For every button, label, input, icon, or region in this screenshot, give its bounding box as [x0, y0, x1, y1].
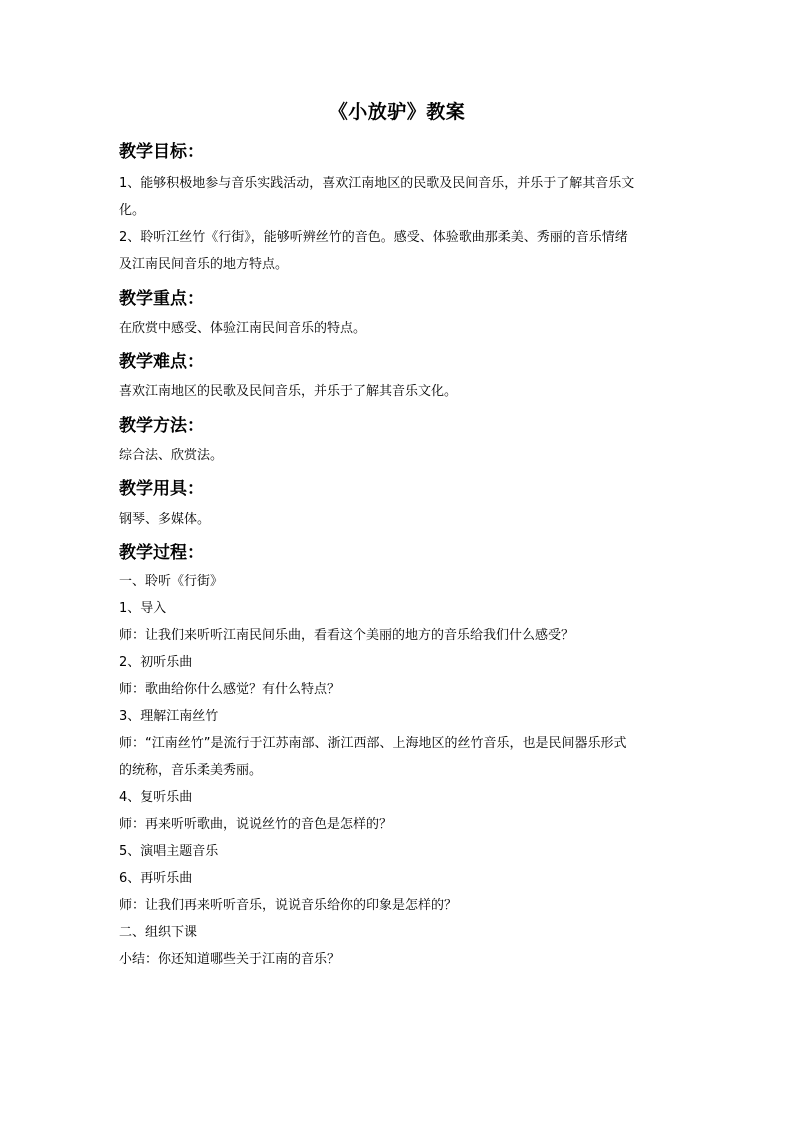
- process-line: 3、理解江南丝竹: [119, 709, 219, 724]
- process-line: 一、聆听《行街》: [119, 574, 224, 589]
- difficulties-line: 喜欢江南地区的民歌及民间音乐，并乐于了解其音乐文化。: [119, 384, 458, 399]
- heading-difficulties: 教学难点：: [119, 352, 204, 372]
- key-points-line: 在欣赏中感受、体验江南民间音乐的特点。: [119, 321, 367, 336]
- objectives-line: 化。: [119, 203, 146, 218]
- process-line: 4、复听乐曲: [119, 790, 193, 805]
- methods-text: [119, 442, 679, 469]
- objectives-line: 1、能够积极地参与音乐实践活动，喜欢江南地区的民歌及民间音乐，并乐于了解其音乐文: [119, 176, 635, 191]
- process-line: 师：“江南丝竹”是流行于江苏南部、浙江西部、上海地区的丝竹音乐，也是民间器乐形式: [119, 736, 627, 751]
- process-line: 师：让我们再来听听音乐，说说音乐给你的印象是怎样的？: [119, 898, 458, 913]
- difficulties-text: [119, 378, 679, 405]
- objectives-line: 2、聆听江丝竹《行街》，能够听辨丝竹的音色。感受、体验歌曲那柔美、秀丽的音乐情绪: [119, 230, 628, 245]
- process-line: 师：歌曲给你什么感觉？有什么特点？: [119, 682, 341, 697]
- heading-objectives: 教学目标：: [119, 142, 204, 162]
- process-line: 师：再来听听歌曲，说说丝竹的音色是怎样的？: [119, 817, 393, 832]
- methods-line: 综合法、欣赏法。: [119, 448, 224, 463]
- document-title: 《小放驴》教案: [328, 101, 466, 123]
- heading-methods: 教学方法：: [119, 416, 204, 436]
- heading-tools: 教学用具：: [119, 479, 204, 499]
- objectives-line: 及江南民间音乐的地方特点。: [119, 257, 289, 272]
- process-line: 5、演唱主题音乐: [119, 844, 219, 859]
- heading-process: 教学过程：: [119, 543, 204, 563]
- process-line: 6、再听乐曲: [119, 871, 193, 886]
- objectives-text: [119, 170, 679, 278]
- tools-text: [119, 506, 679, 533]
- tools-line: 钢琴、多媒体。: [119, 512, 211, 527]
- process-line: 二、组织下课: [119, 925, 198, 940]
- process-line: 2、初听乐曲: [119, 655, 193, 670]
- heading-key-points: 教学重点：: [119, 289, 204, 309]
- process-line: 的统称，音乐柔美秀丽。: [119, 763, 263, 778]
- process-text: [119, 568, 679, 973]
- process-line: 1、导入: [119, 601, 167, 616]
- process-line: 小结：你还知道哪些关于江南的音乐？: [119, 952, 341, 967]
- key-points-text: [119, 315, 679, 342]
- process-line: 师：让我们来听听江南民间乐曲，看看这个美丽的地方的音乐给我们什么感受？: [119, 628, 575, 643]
